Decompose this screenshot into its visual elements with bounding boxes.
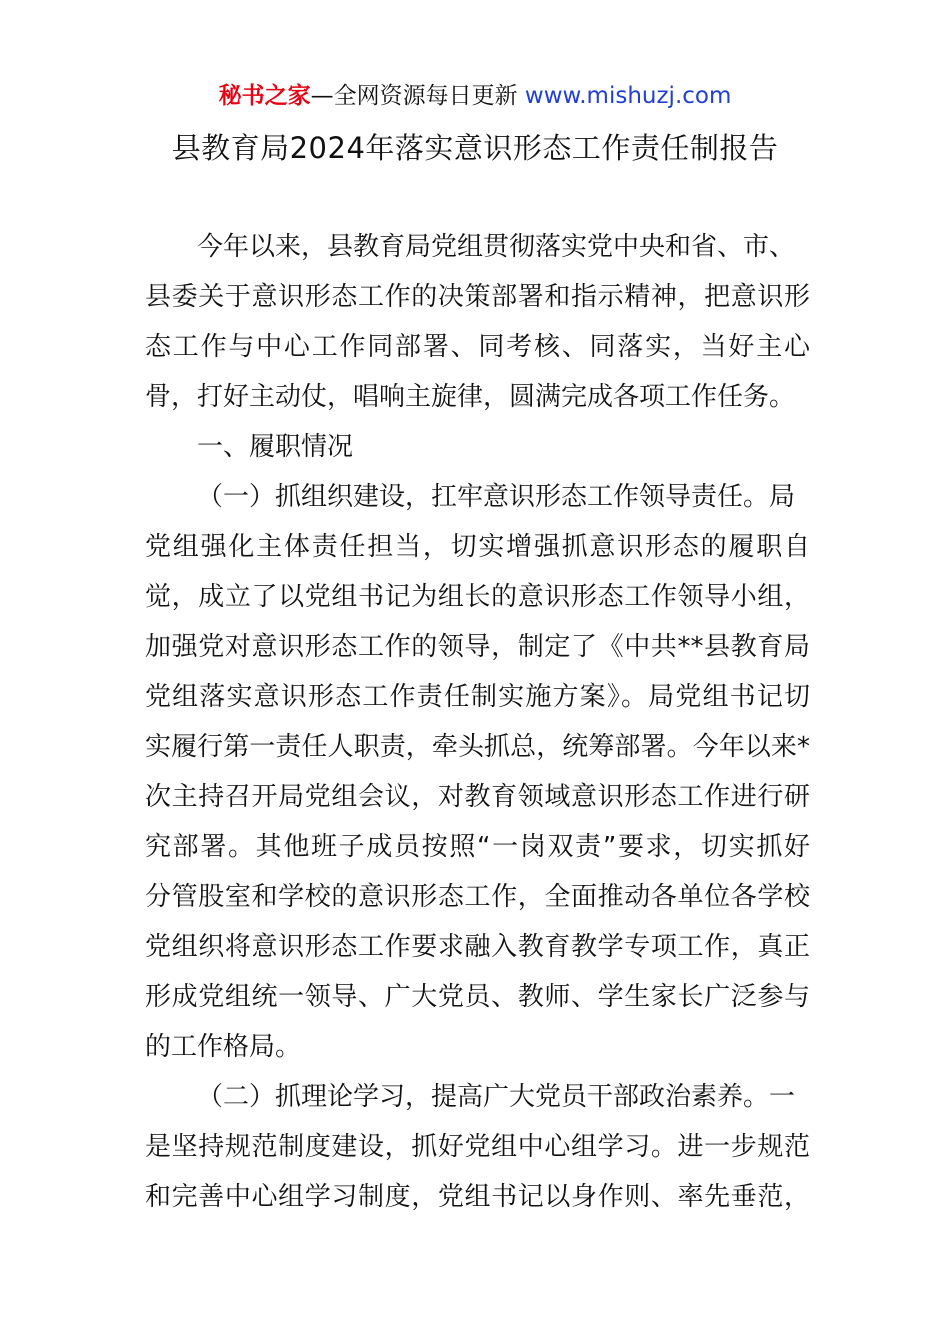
text-line: 和完善中心组学习制度，党组书记以身作则、率先垂范， — [145, 1182, 810, 1212]
text-line: （二）抓理论学习，提高广大党员干部政治素养。一 — [197, 1082, 796, 1112]
text-line: 分管股室和学校的意识形态工作，全面推动各单位各学校 — [145, 882, 810, 912]
text-line: 骨，打好主动仗，唱响主旋律，圆满完成各项工作任务。 — [145, 382, 796, 412]
text-line: 党组强化主体责任担当，切实增强抓意识形态的履职自 — [145, 532, 810, 562]
text-line: 形成党组统一领导、广大党员、教师、学生家长广泛参与 — [145, 982, 810, 1012]
text-line: 是坚持规范制度建设，抓好党组中心组学习。进一步规范 — [145, 1132, 810, 1162]
text-line: 觉，成立了以党组书记为组长的意识形态工作领导小组， — [145, 582, 810, 612]
text-line: 县委关于意识形态工作的决策部署和指示精神，把意识形 — [145, 282, 810, 312]
text-line: 今年以来，县教育局党组贯彻落实党中央和省、市、 — [197, 232, 796, 262]
section-heading: 一、履职情况 — [197, 432, 354, 462]
text-line: （一）抓组织建设，扛牢意识形态工作领导责任。局 — [197, 482, 796, 512]
text-line: 实履行第一责任人职责，牵头抓总，统筹部署。今年以来* — [145, 732, 810, 762]
site-banner — [0, 80, 950, 112]
text-line: 的工作格局。 — [145, 1032, 302, 1062]
text-line: 党组织将意识形态工作要求融入教育教学专项工作，真正 — [145, 932, 810, 962]
text-line: 次主持召开局党组会议，对教育领域意识形态工作进行研 — [145, 782, 810, 812]
banner-tagline: —全网资源每日更新 — [310, 83, 518, 109]
document-body — [145, 222, 810, 1222]
site-url-link[interactable]: www.mishuzj.com — [524, 83, 732, 109]
text-line: 党组落实意识形态工作责任制实施方案》。局党组书记切 — [145, 682, 810, 712]
text-line: 加强党对意识形态工作的领导，制定了《中共**县教育局 — [145, 632, 810, 662]
text-line: 态工作与中心工作同部署、同考核、同落实，当好主心 — [145, 332, 810, 362]
document-title: 县教育局2024年落实意识形态工作责任制报告 — [171, 131, 779, 165]
text-line: 究部署。其他班子成员按照“一岗双责”要求，切实抓好 — [145, 832, 810, 862]
brand-name: 秘书之家 — [218, 83, 311, 109]
